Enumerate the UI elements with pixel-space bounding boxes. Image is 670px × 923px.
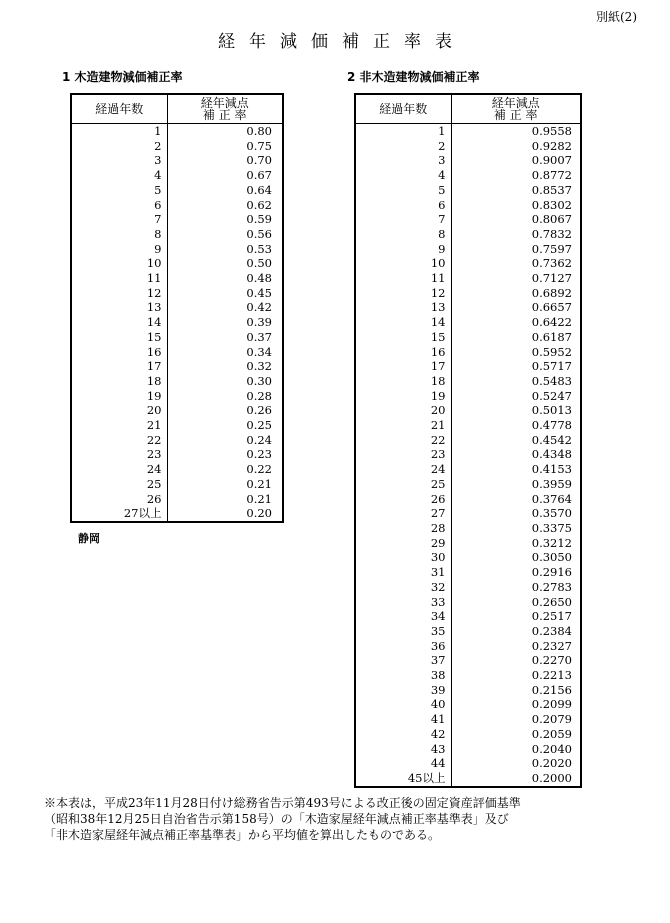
elapsed-years-cell: 14 (355, 315, 451, 330)
elapsed-years-cell: 43 (355, 742, 451, 757)
elapsed-years-cell: 12 (71, 286, 167, 301)
elapsed-years-cell: 8 (355, 227, 451, 242)
rate-cell: 0.2000 (531, 770, 572, 785)
header-rate-line1: 経年減点 (491, 96, 540, 110)
table-row (71, 183, 283, 198)
table-row (71, 271, 283, 286)
non-wooden-depreciation-table (354, 93, 582, 788)
header-rate (167, 94, 283, 124)
rate-cell: 0.3570 (531, 506, 572, 521)
rate-cell: 0.9558 (531, 124, 572, 138)
rate-cell: 0.4348 (531, 447, 572, 462)
header-rate-line1: 経年減点 (200, 96, 249, 110)
table-header-row (355, 94, 581, 124)
rate-cell: 0.8537 (531, 182, 572, 197)
elapsed-years-cell: 13 (355, 300, 451, 315)
table-row (71, 374, 283, 389)
header-rate-line2: 補 正 率 (202, 108, 247, 122)
table-row (355, 183, 581, 198)
elapsed-years-cell: 10 (71, 256, 167, 271)
table-row (355, 550, 581, 565)
table-row (355, 462, 581, 477)
table-row (355, 242, 581, 257)
table-row (71, 462, 283, 477)
elapsed-years-cell: 8 (71, 227, 167, 242)
rate-cell: 0.5952 (531, 344, 572, 359)
table-row (355, 697, 581, 712)
elapsed-years-cell: 13 (71, 300, 167, 315)
elapsed-years-cell: 25 (355, 477, 451, 492)
table-row (355, 212, 581, 227)
elapsed-years-cell: 2 (71, 139, 167, 154)
rate-cell: 0.21 (246, 491, 272, 506)
table-row (355, 506, 581, 521)
elapsed-years-cell: 23 (355, 447, 451, 462)
rate-cell: 0.2040 (531, 741, 572, 756)
table-row (71, 359, 283, 374)
rate-cell: 0.2517 (531, 609, 572, 624)
table-row (355, 286, 581, 301)
table-row (355, 595, 581, 610)
elapsed-years-cell: 15 (355, 330, 451, 345)
elapsed-years-cell: 21 (71, 418, 167, 433)
elapsed-years-cell: 22 (71, 433, 167, 448)
elapsed-years-cell: 19 (355, 389, 451, 404)
rate-cell: 0.37 (246, 329, 272, 344)
elapsed-years-cell: 4 (355, 168, 451, 183)
footnote-line: （昭和38年12月25日自治省告示第158号）の「木造家屋経年減点補正率基準表」及び (44, 812, 509, 826)
rate-cell: 0.2384 (531, 623, 572, 638)
table-row (355, 256, 581, 271)
header-elapsed-years: 経過年数 (71, 94, 167, 124)
elapsed-years-cell: 12 (355, 286, 451, 301)
elapsed-years-cell: 45以上 (355, 771, 451, 787)
rate-cell: 0.7832 (531, 226, 572, 241)
rate-cell: 0.2099 (531, 697, 572, 712)
rate-cell: 0.4153 (531, 462, 572, 477)
table-row (71, 447, 283, 462)
table-row (71, 198, 283, 213)
elapsed-years-cell: 23 (71, 447, 167, 462)
table-row (355, 330, 581, 345)
rate-cell: 0.2650 (531, 594, 572, 609)
table-row (355, 536, 581, 551)
rate-cell: 0.3959 (531, 476, 572, 491)
rate-cell: 0.4778 (531, 418, 572, 433)
elapsed-years-cell: 16 (71, 345, 167, 360)
rate-cell: 0.75 (246, 138, 272, 153)
rate-cell: 0.2079 (531, 712, 572, 727)
rate-cell: 0.2213 (531, 668, 572, 683)
rate-cell: 0.21 (246, 476, 272, 491)
table-row (71, 418, 283, 433)
rate-cell: 0.5013 (531, 403, 572, 418)
table-row (355, 727, 581, 742)
elapsed-years-cell: 37 (355, 653, 451, 668)
table-row (71, 139, 283, 154)
rate-cell: 0.3212 (531, 535, 572, 550)
footnote-line: 「非木造家屋経年減点補正率基準表」から平均値を算出したものである。 (44, 828, 441, 842)
rate-cell: 0.28 (246, 388, 272, 403)
elapsed-years-cell: 10 (355, 256, 451, 271)
footnote (44, 795, 521, 843)
wooden-depreciation-table (70, 93, 284, 523)
rate-cell: 0.3375 (531, 520, 572, 535)
table-row (355, 609, 581, 624)
table-row (355, 668, 581, 683)
elapsed-years-cell: 18 (71, 374, 167, 389)
table-row (71, 242, 283, 257)
rate-cell: 0.9282 (531, 138, 572, 153)
rate-cell: 0.53 (246, 241, 272, 256)
elapsed-years-cell: 16 (355, 345, 451, 360)
section2-title: 2 非木造建物減価補正率 (347, 70, 480, 84)
rate-cell: 0.9007 (531, 153, 572, 168)
elapsed-years-cell: 17 (71, 359, 167, 374)
table-row (71, 300, 283, 315)
elapsed-years-cell: 3 (355, 153, 451, 168)
elapsed-years-cell: 36 (355, 639, 451, 654)
elapsed-years-cell: 1 (355, 124, 451, 139)
elapsed-years-cell: 5 (355, 183, 451, 198)
elapsed-years-cell: 18 (355, 374, 451, 389)
rate-cell: 0.3764 (531, 491, 572, 506)
elapsed-years-cell: 30 (355, 550, 451, 565)
rate-cell: 0.23 (246, 447, 272, 462)
elapsed-years-cell: 24 (71, 462, 167, 477)
elapsed-years-cell: 4 (71, 168, 167, 183)
table-row (355, 521, 581, 536)
elapsed-years-cell: 31 (355, 565, 451, 580)
rate-cell: 0.26 (246, 403, 272, 418)
table-row (355, 771, 581, 787)
rate-cell: 0.59 (246, 212, 272, 227)
elapsed-years-cell: 27以上 (71, 506, 167, 522)
rate-cell: 0.5483 (531, 373, 572, 388)
elapsed-years-cell: 34 (355, 609, 451, 624)
rate-cell: 0.5717 (531, 359, 572, 374)
elapsed-years-cell: 41 (355, 712, 451, 727)
table-body (355, 124, 581, 787)
table-row (355, 477, 581, 492)
table-row (71, 403, 283, 418)
rate-cell: 0.6657 (531, 300, 572, 315)
rate-cell: 0.30 (246, 373, 272, 388)
rate-cell: 0.2020 (531, 756, 572, 771)
table-row (71, 227, 283, 242)
table-row (71, 286, 283, 301)
table-row (355, 683, 581, 698)
elapsed-years-cell: 28 (355, 521, 451, 536)
table-row (71, 433, 283, 448)
rate-cell: 0.7127 (531, 271, 572, 286)
elapsed-years-cell: 20 (355, 403, 451, 418)
rate-cell: 0.24 (246, 432, 272, 447)
elapsed-years-cell: 40 (355, 697, 451, 712)
table-row (355, 359, 581, 374)
elapsed-years-cell: 14 (71, 315, 167, 330)
elapsed-years-cell: 2 (355, 139, 451, 154)
table-row (355, 139, 581, 154)
rate-cell: 0.8067 (531, 212, 572, 227)
elapsed-years-cell: 11 (355, 271, 451, 286)
rate-cell: 0.45 (246, 285, 272, 300)
rate-cell: 0.80 (246, 124, 272, 138)
table-row (71, 389, 283, 404)
table-row (355, 624, 581, 639)
elapsed-years-cell: 44 (355, 756, 451, 771)
elapsed-years-cell: 22 (355, 433, 451, 448)
rate-cell: 0.42 (246, 300, 272, 315)
table-row (355, 153, 581, 168)
section1-title: 1 木造建物減価補正率 (62, 70, 183, 84)
table-row (355, 315, 581, 330)
elapsed-years-cell: 6 (355, 198, 451, 213)
table-header-row (71, 94, 283, 124)
rate-cell: 0.8302 (531, 197, 572, 212)
table-row (355, 565, 581, 580)
table-row (355, 492, 581, 507)
rate-cell: 0.5247 (531, 388, 572, 403)
table-row (71, 492, 283, 507)
elapsed-years-cell: 11 (71, 271, 167, 286)
table-row (355, 168, 581, 183)
rate-cell: 0.6892 (531, 285, 572, 300)
elapsed-years-cell: 3 (71, 153, 167, 168)
header-rate-line2: 補 正 率 (493, 108, 538, 122)
rate-cell: 0.7597 (531, 241, 572, 256)
rate-cell: 0.2156 (531, 682, 572, 697)
rate-cell: 0.62 (246, 197, 272, 212)
table-row (71, 168, 283, 183)
rate-cell: 0.8772 (531, 168, 572, 183)
rate-cell: 0.2916 (531, 565, 572, 580)
rate-cell: 0.70 (246, 153, 272, 168)
elapsed-years-cell: 19 (71, 389, 167, 404)
table-row (71, 153, 283, 168)
elapsed-years-cell: 5 (71, 183, 167, 198)
elapsed-years-cell: 24 (355, 462, 451, 477)
elapsed-years-cell: 25 (71, 477, 167, 492)
table-row (355, 433, 581, 448)
annex-label: 別紙(2) (596, 10, 637, 24)
elapsed-years-cell: 1 (71, 124, 167, 139)
elapsed-years-cell: 42 (355, 727, 451, 742)
rate-cell: 0.20 (246, 506, 272, 521)
header-rate (451, 94, 581, 124)
rate-cell: 0.3050 (531, 550, 572, 565)
elapsed-years-cell: 26 (71, 492, 167, 507)
table-row (355, 389, 581, 404)
rate-cell: 0.64 (246, 182, 272, 197)
elapsed-years-cell: 9 (71, 242, 167, 257)
elapsed-years-cell: 32 (355, 580, 451, 595)
table-row (355, 639, 581, 654)
rate-cell: 0.2783 (531, 579, 572, 594)
elapsed-years-cell: 27 (355, 506, 451, 521)
region-note: 静岡 (78, 532, 100, 545)
page-title: 経年減価補正率表 (218, 32, 466, 52)
elapsed-years-cell: 6 (71, 198, 167, 213)
table-row (355, 403, 581, 418)
header-elapsed-years: 経過年数 (355, 94, 451, 124)
table-row (355, 345, 581, 360)
rate-cell: 0.2327 (531, 638, 572, 653)
table-row (71, 345, 283, 360)
rate-cell: 0.56 (246, 226, 272, 241)
table-row (355, 742, 581, 757)
elapsed-years-cell: 38 (355, 668, 451, 683)
elapsed-years-cell: 9 (355, 242, 451, 257)
table-row (355, 712, 581, 727)
table-row (355, 271, 581, 286)
table-row (71, 315, 283, 330)
elapsed-years-cell: 20 (71, 403, 167, 418)
table-row (71, 506, 283, 522)
elapsed-years-cell: 39 (355, 683, 451, 698)
table-row (355, 124, 581, 139)
rate-cell: 0.25 (246, 418, 272, 433)
table-row (355, 227, 581, 242)
table-row (71, 330, 283, 345)
elapsed-years-cell: 21 (355, 418, 451, 433)
table-row (71, 124, 283, 139)
rate-cell: 0.6422 (531, 315, 572, 330)
elapsed-years-cell: 15 (71, 330, 167, 345)
rate-cell: 0.6187 (531, 329, 572, 344)
table-body (71, 124, 283, 522)
rate-cell: 0.22 (246, 462, 272, 477)
table-row (355, 374, 581, 389)
rate-cell: 0.2059 (531, 726, 572, 741)
elapsed-years-cell: 17 (355, 359, 451, 374)
table-row (71, 212, 283, 227)
elapsed-years-cell: 7 (71, 212, 167, 227)
elapsed-years-cell: 26 (355, 492, 451, 507)
table-row (71, 477, 283, 492)
elapsed-years-cell: 7 (355, 212, 451, 227)
footnote-line: ※本表は，平成23年11月28日付け総務省告示第493号による改正後の固定資産評価基準 (44, 796, 521, 810)
table-row (355, 653, 581, 668)
table-row (355, 198, 581, 213)
rate-cell: 0.32 (246, 359, 272, 374)
rate-cell: 0.7362 (531, 256, 572, 271)
rate-cell: 0.34 (246, 344, 272, 359)
rate-cell: 0.4542 (531, 432, 572, 447)
rate-cell: 0.2270 (531, 653, 572, 668)
table-row (355, 300, 581, 315)
rate-cell: 0.67 (246, 168, 272, 183)
table-row (355, 756, 581, 771)
rate-cell: 0.48 (246, 271, 272, 286)
elapsed-years-cell: 29 (355, 536, 451, 551)
rate-cell: 0.39 (246, 315, 272, 330)
table-row (355, 418, 581, 433)
elapsed-years-cell: 33 (355, 595, 451, 610)
table-row (355, 580, 581, 595)
table-row (71, 256, 283, 271)
table-row (355, 447, 581, 462)
elapsed-years-cell: 35 (355, 624, 451, 639)
rate-cell: 0.50 (246, 256, 272, 271)
